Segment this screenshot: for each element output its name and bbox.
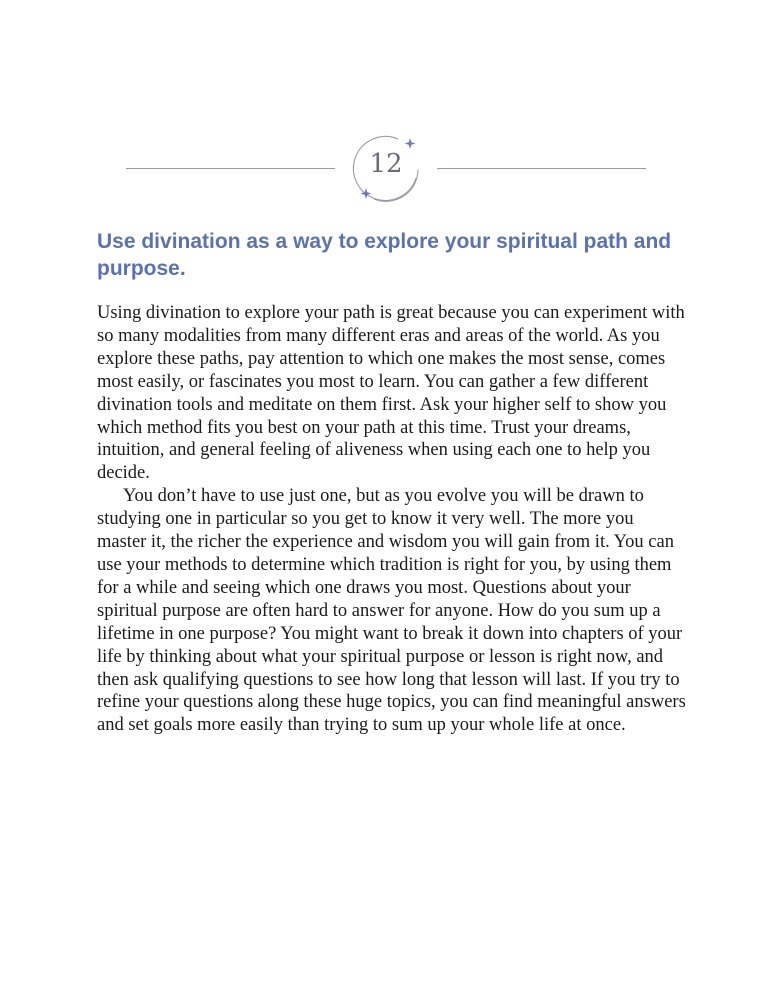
body-paragraph: You don’t have to use just one, but as you evolve you will be drawn to studying one in particular so you get to know it very well. The more you master it, the richer the experience and wisdom you will gain from it. You can use your methods to determine which tradition is right for you, by using them for a while and seeing which one draws you most. Questions about your spiritual purpose are often hard to answer for anyone. How do you sum up a lifetime in one purpose? You might want to break it down into chapters of your life by thinking about what your spiritual purpose or lesson is right now, and then ask qualifying questions to see how long that lesson will last. If you try to refine your questions along these huge topics, you can find meaningful answers and set goals more easily than trying to sum up your whole life at once. xyxy=(97,486,686,736)
sparkle-star-icon xyxy=(361,188,372,199)
chapter-number: 12 xyxy=(369,149,403,179)
chapter-heading: Use divination as a way to explore your spiritual path and purpose. xyxy=(97,230,672,280)
body-paragraph: Using divination to explore your path is great because you can experiment with so many modalities from many different eras and areas of the world. As you explore these paths, pay attention to which one makes the most sense, comes most easily, or fascinates you most to learn. You can gather a few different divination tools and meditate on them first. Ask your higher self to show you which method fits you best on your path at this time. Trust your dreams, intuition, and general feeling of aliveness when using each one to help you decide. xyxy=(97,303,685,484)
divider-right xyxy=(437,168,646,169)
body-text xyxy=(97,302,687,737)
divider-left xyxy=(126,168,335,169)
